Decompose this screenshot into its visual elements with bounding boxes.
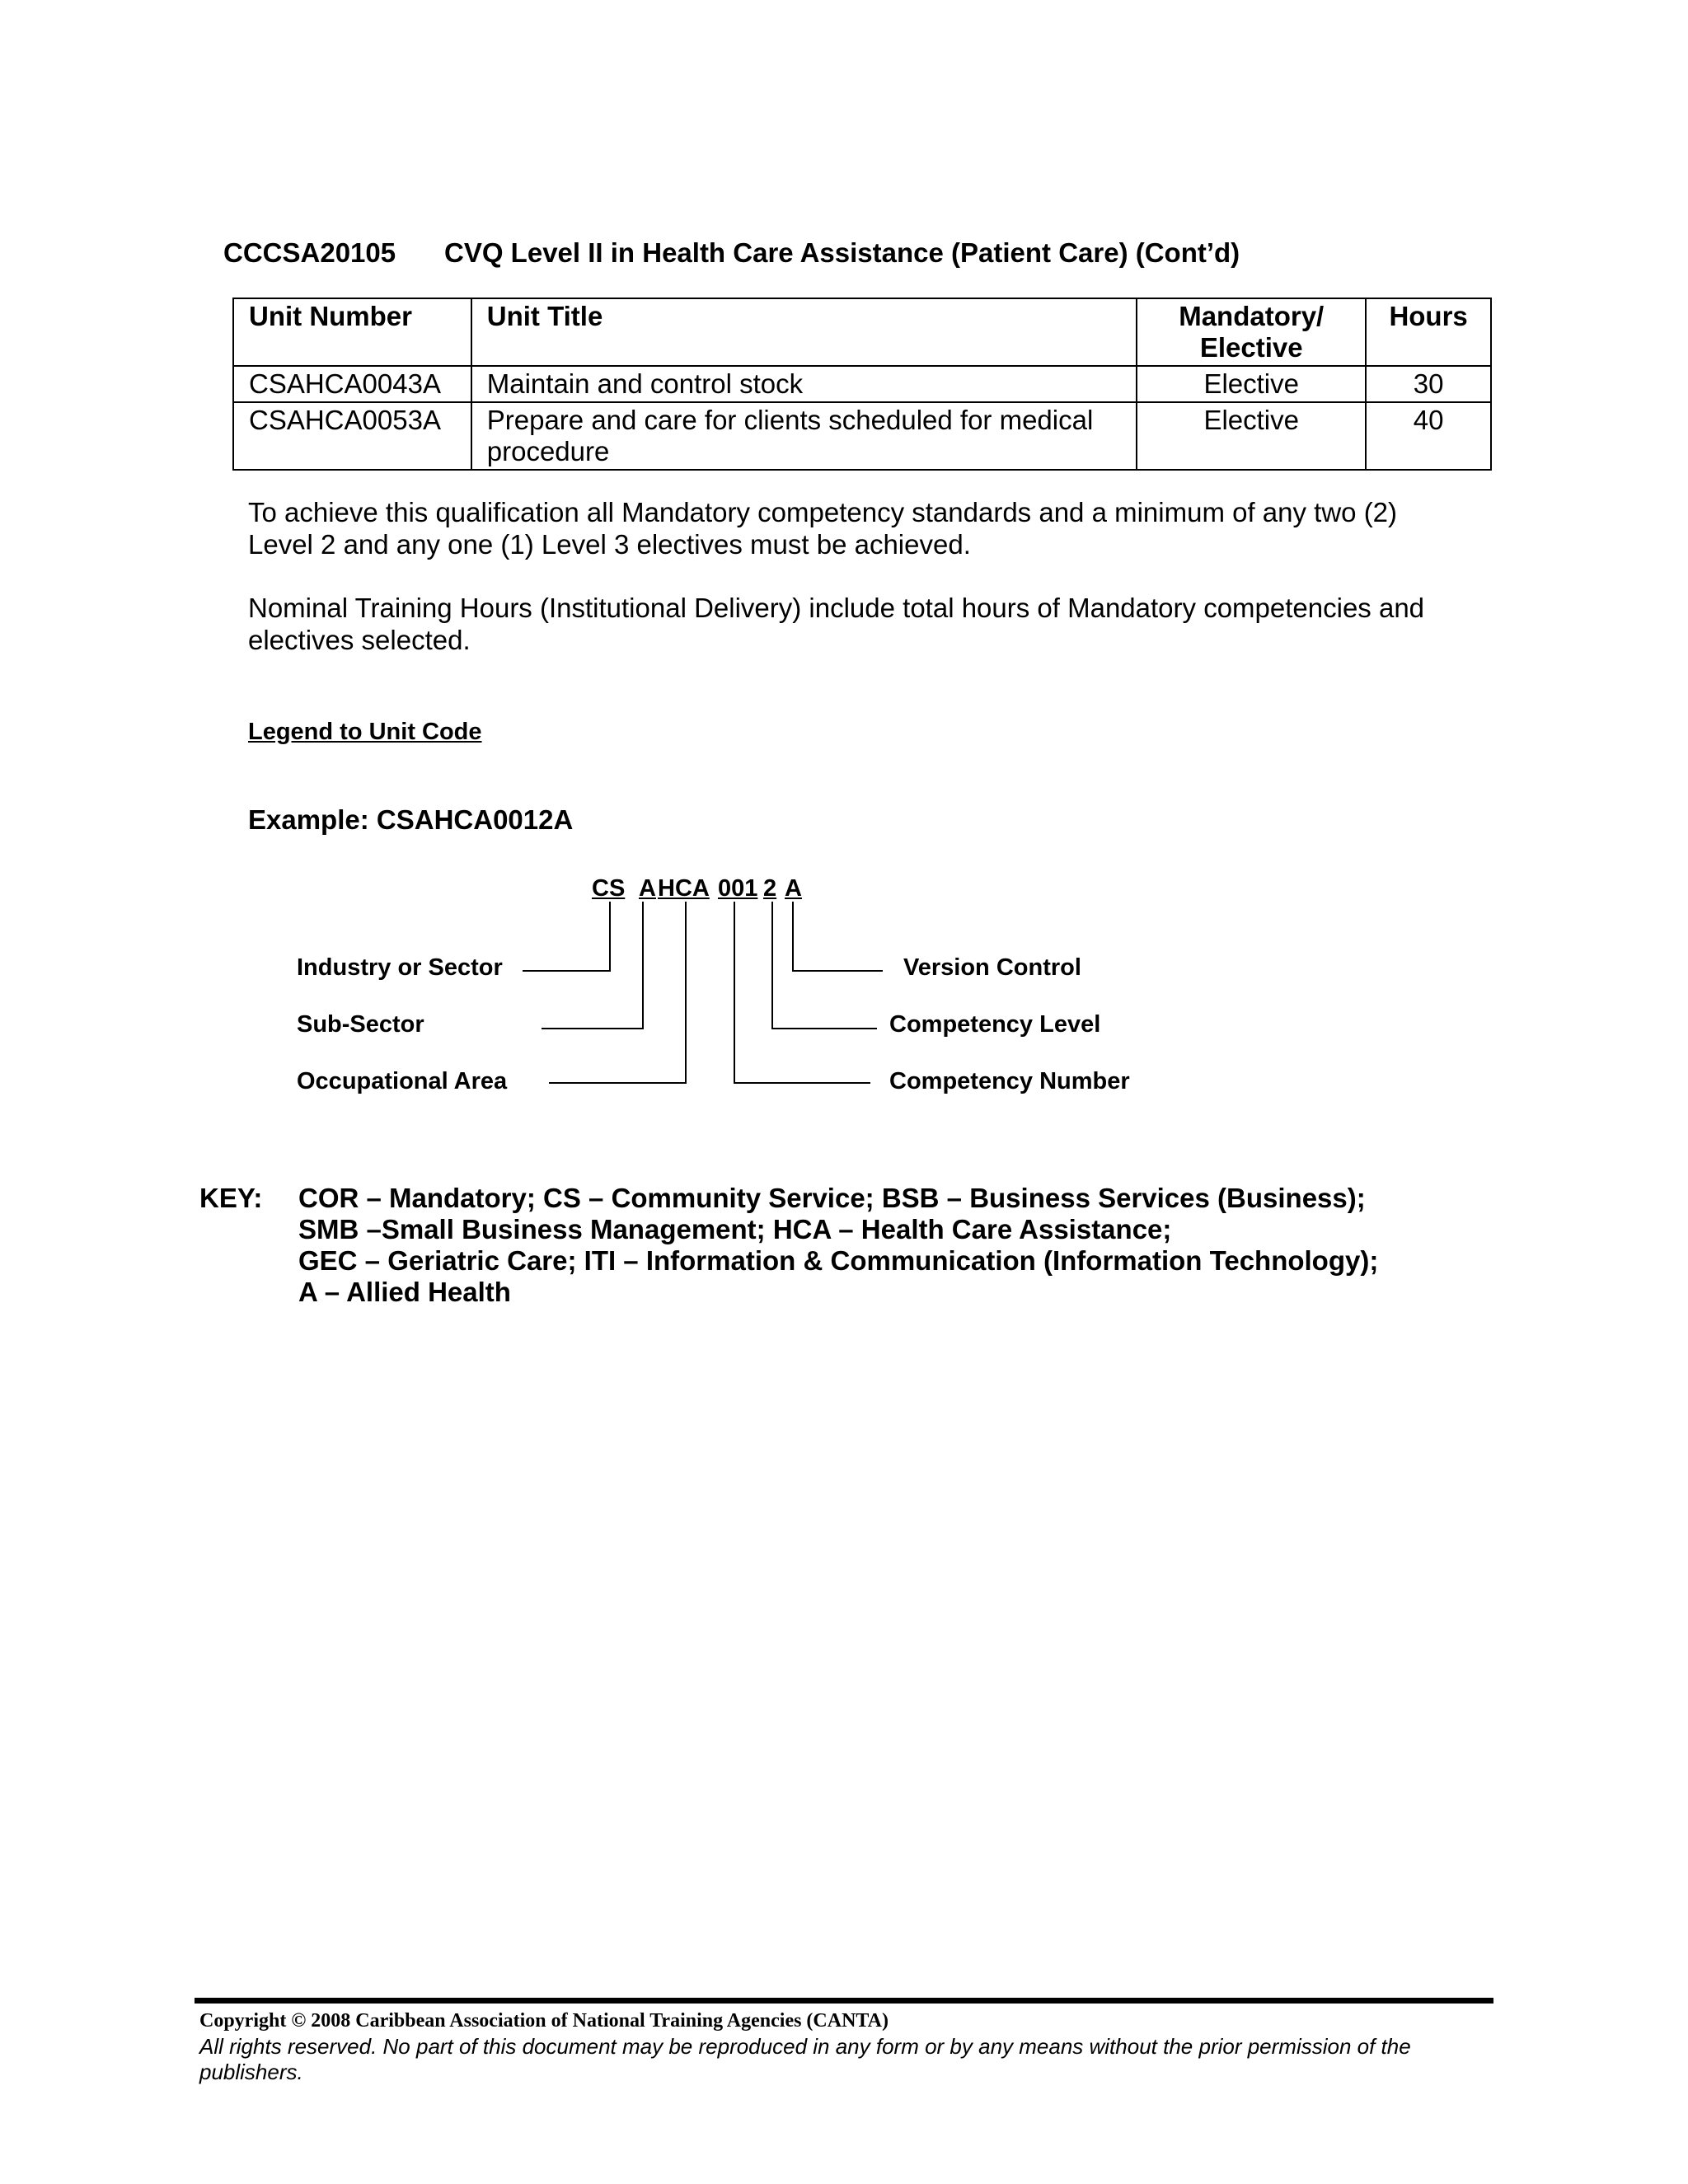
label-version-control: Version Control bbox=[903, 954, 1081, 981]
qualification-code: CCCSA20105 bbox=[223, 237, 396, 268]
key-line: COR – Mandatory; CS – Community Service; BSB – Business Services (Business); bbox=[298, 1183, 1366, 1213]
cell-mandatory-elective: Elective bbox=[1137, 402, 1366, 470]
table-row bbox=[233, 366, 1491, 402]
table-header-row bbox=[233, 298, 1491, 366]
connector-line bbox=[523, 970, 611, 972]
key-label: KEY: bbox=[199, 1183, 263, 1213]
code-part-industry: CS bbox=[592, 875, 626, 902]
cell-unit-title: Maintain and control stock bbox=[471, 366, 1137, 402]
footer-copyright: Copyright © 2008 Caribbean Association of National Training Agencies (CANTA) bbox=[199, 2010, 889, 2032]
legend-title: Legend to Unit Code bbox=[248, 719, 482, 745]
key-line: GEC – Geriatric Care; ITI – Information & Communication (Information Technology); bbox=[298, 1245, 1379, 1276]
connector-line bbox=[771, 1028, 877, 1029]
cell-hours: 40 bbox=[1366, 402, 1491, 470]
connector-line bbox=[609, 902, 611, 971]
nominal-hours-paragraph: Nominal Training Hours (Institutional Delivery) include total hours of Mandatory competencies and electives selected. bbox=[248, 593, 1425, 655]
code-part-occupational: HCA bbox=[658, 875, 710, 902]
connector-line bbox=[685, 902, 687, 1083]
header-hours: Hours bbox=[1366, 298, 1491, 366]
connector-line bbox=[642, 902, 644, 1029]
code-part-subsector: A bbox=[639, 875, 656, 902]
connector-line bbox=[792, 902, 794, 971]
label-industry-sector: Industry or Sector bbox=[297, 954, 503, 981]
connector-line bbox=[542, 1028, 644, 1029]
label-sub-sector: Sub-Sector bbox=[297, 1011, 424, 1038]
header-unit-title: Unit Title bbox=[471, 298, 1137, 366]
label-occupational-area: Occupational Area bbox=[297, 1068, 508, 1094]
key-line: A – Allied Health bbox=[298, 1277, 511, 1307]
connector-line bbox=[549, 1082, 687, 1084]
legend-example: Example: CSAHCA0012A bbox=[248, 804, 574, 835]
key-line: SMB –Small Business Management; HCA – Health Care Assistance; bbox=[298, 1214, 1172, 1244]
table-row bbox=[233, 402, 1491, 470]
header-unit-number: Unit Number bbox=[233, 298, 471, 366]
qualification-title: CVQ Level II in Health Care Assistance (Patient Care) (Cont’d) bbox=[444, 237, 1240, 268]
connector-line bbox=[771, 902, 773, 1029]
connector-line bbox=[734, 1082, 870, 1084]
code-part-number: 001 bbox=[718, 875, 758, 902]
cell-unit-title: Prepare and care for clients scheduled for medical procedure bbox=[471, 402, 1137, 470]
code-part-version: A bbox=[785, 875, 802, 902]
cell-mandatory-elective: Elective bbox=[1137, 366, 1366, 402]
header-mandatory-elective: Mandatory/ Elective bbox=[1137, 298, 1366, 366]
footer-divider bbox=[195, 1998, 1493, 2004]
footer-rights-notice: All rights reserved. No part of this document may be reproduced in any form or by any means without the prior permission of the publishers. bbox=[199, 2034, 1411, 2084]
cell-hours: 30 bbox=[1366, 366, 1491, 402]
code-part-level: 2 bbox=[763, 875, 777, 902]
cell-unit-number: CSAHCA0053A bbox=[233, 402, 471, 470]
connector-line bbox=[734, 902, 735, 1083]
achievement-paragraph: To achieve this qualification all Mandatory competency standards and a minimum of any two (2) Level 2 and any one (1) Level 3 electives must be achieved. bbox=[248, 497, 1398, 560]
cell-unit-number: CSAHCA0043A bbox=[233, 366, 471, 402]
label-competency-number: Competency Number bbox=[889, 1068, 1130, 1094]
units-table bbox=[232, 298, 1492, 471]
label-competency-level: Competency Level bbox=[889, 1011, 1101, 1038]
connector-line bbox=[792, 970, 883, 972]
